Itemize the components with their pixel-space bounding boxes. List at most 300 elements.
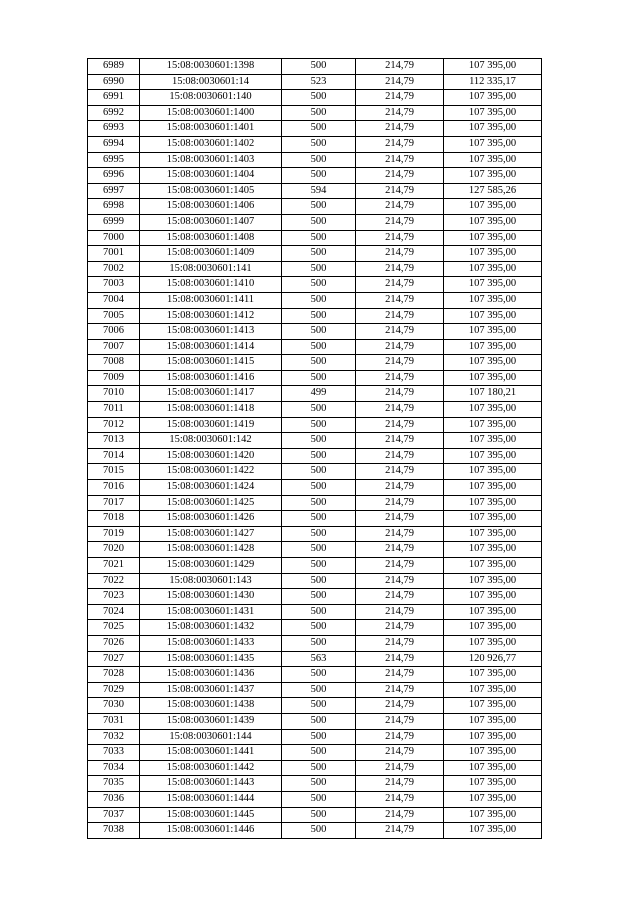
value-cell: 107 395,00 xyxy=(444,682,542,698)
rate-cell: 214,79 xyxy=(356,448,444,464)
table-row xyxy=(88,573,542,589)
rate-cell: 214,79 xyxy=(356,745,444,761)
area-cell: 500 xyxy=(282,604,356,620)
area-cell: 500 xyxy=(282,370,356,386)
row-number-cell: 7003 xyxy=(88,277,140,293)
rate-cell: 214,79 xyxy=(356,90,444,106)
table-row xyxy=(88,74,542,90)
table-row xyxy=(88,199,542,215)
cadastral-number-cell: 15:08:0030601:1424 xyxy=(140,480,282,496)
rate-cell: 214,79 xyxy=(356,776,444,792)
cadastral-number-cell: 15:08:0030601:144 xyxy=(140,729,282,745)
row-number-cell: 7010 xyxy=(88,386,140,402)
value-cell: 107 395,00 xyxy=(444,339,542,355)
value-cell: 107 395,00 xyxy=(444,90,542,106)
table-row xyxy=(88,448,542,464)
row-number-cell: 7026 xyxy=(88,635,140,651)
cadastral-number-cell: 15:08:0030601:1413 xyxy=(140,324,282,340)
table-row xyxy=(88,370,542,386)
table-row xyxy=(88,152,542,168)
table-row xyxy=(88,214,542,230)
table-row xyxy=(88,386,542,402)
table-row xyxy=(88,308,542,324)
rate-cell: 214,79 xyxy=(356,511,444,527)
value-cell: 107 395,00 xyxy=(444,823,542,839)
rate-cell: 214,79 xyxy=(356,573,444,589)
area-cell: 500 xyxy=(282,417,356,433)
cadastral-number-cell: 15:08:0030601:1427 xyxy=(140,526,282,542)
area-cell: 500 xyxy=(282,480,356,496)
table-row xyxy=(88,105,542,121)
row-number-cell: 7034 xyxy=(88,760,140,776)
area-cell: 563 xyxy=(282,651,356,667)
value-cell: 107 395,00 xyxy=(444,729,542,745)
value-cell: 107 395,00 xyxy=(444,620,542,636)
rate-cell: 214,79 xyxy=(356,121,444,137)
area-cell: 500 xyxy=(282,433,356,449)
cadastral-number-cell: 15:08:0030601:1401 xyxy=(140,121,282,137)
rate-cell: 214,79 xyxy=(356,604,444,620)
cadastral-number-cell: 15:08:0030601:14 xyxy=(140,74,282,90)
cadastral-number-cell: 15:08:0030601:1422 xyxy=(140,464,282,480)
area-cell: 500 xyxy=(282,324,356,340)
row-number-cell: 7016 xyxy=(88,480,140,496)
cadastral-number-cell: 15:08:0030601:141 xyxy=(140,261,282,277)
table-row xyxy=(88,558,542,574)
row-number-cell: 6990 xyxy=(88,74,140,90)
area-cell: 500 xyxy=(282,199,356,215)
value-cell: 107 395,00 xyxy=(444,59,542,75)
cadastral-number-cell: 15:08:0030601:142 xyxy=(140,433,282,449)
value-cell: 107 395,00 xyxy=(444,760,542,776)
rate-cell: 214,79 xyxy=(356,386,444,402)
rate-cell: 214,79 xyxy=(356,183,444,199)
value-cell: 107 395,00 xyxy=(444,246,542,262)
area-cell: 500 xyxy=(282,667,356,683)
cadastral-number-cell: 15:08:0030601:1409 xyxy=(140,246,282,262)
table-row xyxy=(88,635,542,651)
row-number-cell: 7038 xyxy=(88,823,140,839)
area-cell: 500 xyxy=(282,59,356,75)
rate-cell: 214,79 xyxy=(356,105,444,121)
rate-cell: 214,79 xyxy=(356,713,444,729)
table-row xyxy=(88,698,542,714)
table-row xyxy=(88,59,542,75)
area-cell: 500 xyxy=(282,402,356,418)
rate-cell: 214,79 xyxy=(356,791,444,807)
row-number-cell: 7017 xyxy=(88,495,140,511)
rate-cell: 214,79 xyxy=(356,199,444,215)
cadastral-number-cell: 15:08:0030601:1403 xyxy=(140,152,282,168)
value-cell: 107 395,00 xyxy=(444,261,542,277)
area-cell: 500 xyxy=(282,823,356,839)
area-cell: 500 xyxy=(282,339,356,355)
rate-cell: 214,79 xyxy=(356,214,444,230)
table-row xyxy=(88,355,542,371)
cadastral-number-cell: 15:08:0030601:1404 xyxy=(140,168,282,184)
cadastral-number-cell: 15:08:0030601:1411 xyxy=(140,292,282,308)
value-cell: 107 395,00 xyxy=(444,370,542,386)
table-row xyxy=(88,620,542,636)
value-cell: 107 395,00 xyxy=(444,511,542,527)
cadastral-number-cell: 15:08:0030601:1435 xyxy=(140,651,282,667)
rate-cell: 214,79 xyxy=(356,667,444,683)
area-cell: 500 xyxy=(282,277,356,293)
table-row xyxy=(88,807,542,823)
row-number-cell: 6998 xyxy=(88,199,140,215)
rate-cell: 214,79 xyxy=(356,651,444,667)
rate-cell: 214,79 xyxy=(356,370,444,386)
table-row xyxy=(88,823,542,839)
area-cell: 500 xyxy=(282,511,356,527)
cadastral-number-cell: 15:08:0030601:1412 xyxy=(140,308,282,324)
area-cell: 500 xyxy=(282,152,356,168)
area-cell: 500 xyxy=(282,791,356,807)
value-cell: 107 395,00 xyxy=(444,308,542,324)
rate-cell: 214,79 xyxy=(356,480,444,496)
table-row xyxy=(88,526,542,542)
value-cell: 107 395,00 xyxy=(444,635,542,651)
cadastral-number-cell: 15:08:0030601:1437 xyxy=(140,682,282,698)
area-cell: 500 xyxy=(282,308,356,324)
rate-cell: 214,79 xyxy=(356,526,444,542)
value-cell: 107 395,00 xyxy=(444,402,542,418)
cadastral-number-cell: 15:08:0030601:1417 xyxy=(140,386,282,402)
value-cell: 107 395,00 xyxy=(444,558,542,574)
area-cell: 523 xyxy=(282,74,356,90)
rate-cell: 214,79 xyxy=(356,558,444,574)
row-number-cell: 6992 xyxy=(88,105,140,121)
table-row xyxy=(88,277,542,293)
area-cell: 500 xyxy=(282,589,356,605)
area-cell: 500 xyxy=(282,558,356,574)
value-cell: 107 395,00 xyxy=(444,589,542,605)
value-cell: 107 395,00 xyxy=(444,776,542,792)
rate-cell: 214,79 xyxy=(356,136,444,152)
rate-cell: 214,79 xyxy=(356,246,444,262)
table-row xyxy=(88,417,542,433)
value-cell: 107 395,00 xyxy=(444,199,542,215)
value-cell: 107 395,00 xyxy=(444,230,542,246)
table-row xyxy=(88,402,542,418)
cadastral-number-cell: 15:08:0030601:140 xyxy=(140,90,282,106)
rate-cell: 214,79 xyxy=(356,417,444,433)
area-cell: 500 xyxy=(282,136,356,152)
table-row xyxy=(88,90,542,106)
cadastral-number-cell: 15:08:0030601:1436 xyxy=(140,667,282,683)
table-row xyxy=(88,168,542,184)
cadastral-number-cell: 15:08:0030601:1416 xyxy=(140,370,282,386)
cadastral-number-cell: 15:08:0030601:1420 xyxy=(140,448,282,464)
table-row xyxy=(88,464,542,480)
row-number-cell: 7005 xyxy=(88,308,140,324)
value-cell: 107 395,00 xyxy=(444,292,542,308)
value-cell: 107 395,00 xyxy=(444,791,542,807)
rate-cell: 214,79 xyxy=(356,760,444,776)
cadastral-number-cell: 15:08:0030601:1426 xyxy=(140,511,282,527)
row-number-cell: 7006 xyxy=(88,324,140,340)
rate-cell: 214,79 xyxy=(356,74,444,90)
table-row xyxy=(88,339,542,355)
cadastral-number-cell: 15:08:0030601:1400 xyxy=(140,105,282,121)
row-number-cell: 7019 xyxy=(88,526,140,542)
cadastral-number-cell: 15:08:0030601:1405 xyxy=(140,183,282,199)
row-number-cell: 7024 xyxy=(88,604,140,620)
rate-cell: 214,79 xyxy=(356,292,444,308)
cadastral-number-cell: 15:08:0030601:1441 xyxy=(140,745,282,761)
row-number-cell: 6989 xyxy=(88,59,140,75)
row-number-cell: 7011 xyxy=(88,402,140,418)
value-cell: 107 395,00 xyxy=(444,807,542,823)
row-number-cell: 7035 xyxy=(88,776,140,792)
area-cell: 500 xyxy=(282,713,356,729)
row-number-cell: 7009 xyxy=(88,370,140,386)
row-number-cell: 6995 xyxy=(88,152,140,168)
area-cell: 500 xyxy=(282,214,356,230)
row-number-cell: 7002 xyxy=(88,261,140,277)
row-number-cell: 6993 xyxy=(88,121,140,137)
cadastral-number-cell: 15:08:0030601:1429 xyxy=(140,558,282,574)
cadastral-number-cell: 15:08:0030601:1410 xyxy=(140,277,282,293)
row-number-cell: 7020 xyxy=(88,542,140,558)
area-cell: 500 xyxy=(282,448,356,464)
row-number-cell: 7032 xyxy=(88,729,140,745)
row-number-cell: 7028 xyxy=(88,667,140,683)
value-cell: 107 395,00 xyxy=(444,105,542,121)
cadastral-number-cell: 15:08:0030601:1408 xyxy=(140,230,282,246)
table-row xyxy=(88,433,542,449)
value-cell: 107 180,21 xyxy=(444,386,542,402)
row-number-cell: 7013 xyxy=(88,433,140,449)
rate-cell: 214,79 xyxy=(356,729,444,745)
cadastral-number-cell: 15:08:0030601:1439 xyxy=(140,713,282,729)
row-number-cell: 6991 xyxy=(88,90,140,106)
value-cell: 112 335,17 xyxy=(444,74,542,90)
area-cell: 500 xyxy=(282,261,356,277)
row-number-cell: 7021 xyxy=(88,558,140,574)
area-cell: 500 xyxy=(282,729,356,745)
value-cell: 107 395,00 xyxy=(444,152,542,168)
rate-cell: 214,79 xyxy=(356,324,444,340)
cadastral-number-cell: 15:08:0030601:1430 xyxy=(140,589,282,605)
rate-cell: 214,79 xyxy=(356,152,444,168)
area-cell: 500 xyxy=(282,168,356,184)
row-number-cell: 7025 xyxy=(88,620,140,636)
rate-cell: 214,79 xyxy=(356,635,444,651)
table-row xyxy=(88,136,542,152)
area-cell: 500 xyxy=(282,121,356,137)
cadastral-number-cell: 15:08:0030601:1443 xyxy=(140,776,282,792)
value-cell: 107 395,00 xyxy=(444,464,542,480)
value-cell: 107 395,00 xyxy=(444,573,542,589)
table-row xyxy=(88,542,542,558)
value-cell: 107 395,00 xyxy=(444,121,542,137)
table-row xyxy=(88,261,542,277)
table-row xyxy=(88,246,542,262)
rate-cell: 214,79 xyxy=(356,682,444,698)
table-row xyxy=(88,713,542,729)
value-cell: 107 395,00 xyxy=(444,542,542,558)
area-cell: 500 xyxy=(282,542,356,558)
rate-cell: 214,79 xyxy=(356,277,444,293)
value-cell: 107 395,00 xyxy=(444,480,542,496)
area-cell: 500 xyxy=(282,682,356,698)
rate-cell: 214,79 xyxy=(356,308,444,324)
area-cell: 500 xyxy=(282,246,356,262)
land-plot-table xyxy=(87,58,542,839)
table-row xyxy=(88,667,542,683)
value-cell: 107 395,00 xyxy=(444,136,542,152)
value-cell: 107 395,00 xyxy=(444,168,542,184)
rate-cell: 214,79 xyxy=(356,355,444,371)
row-number-cell: 7001 xyxy=(88,246,140,262)
table-row xyxy=(88,776,542,792)
rate-cell: 214,79 xyxy=(356,620,444,636)
row-number-cell: 7018 xyxy=(88,511,140,527)
rate-cell: 214,79 xyxy=(356,230,444,246)
rate-cell: 214,79 xyxy=(356,261,444,277)
area-cell: 500 xyxy=(282,495,356,511)
table-row xyxy=(88,760,542,776)
table-row xyxy=(88,480,542,496)
value-cell: 107 395,00 xyxy=(444,698,542,714)
area-cell: 500 xyxy=(282,620,356,636)
rate-cell: 214,79 xyxy=(356,402,444,418)
rate-cell: 214,79 xyxy=(356,168,444,184)
cadastral-number-cell: 15:08:0030601:1445 xyxy=(140,807,282,823)
rate-cell: 214,79 xyxy=(356,698,444,714)
table-row xyxy=(88,604,542,620)
row-number-cell: 7012 xyxy=(88,417,140,433)
row-number-cell: 6997 xyxy=(88,183,140,199)
rate-cell: 214,79 xyxy=(356,807,444,823)
area-cell: 500 xyxy=(282,292,356,308)
table-row xyxy=(88,121,542,137)
rate-cell: 214,79 xyxy=(356,823,444,839)
cadastral-number-cell: 15:08:0030601:1419 xyxy=(140,417,282,433)
value-cell: 107 395,00 xyxy=(444,526,542,542)
area-cell: 500 xyxy=(282,635,356,651)
value-cell: 107 395,00 xyxy=(444,713,542,729)
table-body xyxy=(88,59,542,839)
cadastral-number-cell: 15:08:0030601:1433 xyxy=(140,635,282,651)
row-number-cell: 7031 xyxy=(88,713,140,729)
row-number-cell: 7027 xyxy=(88,651,140,667)
row-number-cell: 6996 xyxy=(88,168,140,184)
table-row xyxy=(88,230,542,246)
table-row xyxy=(88,729,542,745)
cadastral-number-cell: 15:08:0030601:1432 xyxy=(140,620,282,636)
row-number-cell: 7037 xyxy=(88,807,140,823)
cadastral-number-cell: 15:08:0030601:1398 xyxy=(140,59,282,75)
value-cell: 107 395,00 xyxy=(444,417,542,433)
cadastral-number-cell: 15:08:0030601:143 xyxy=(140,573,282,589)
value-cell: 127 585,26 xyxy=(444,183,542,199)
area-cell: 500 xyxy=(282,807,356,823)
value-cell: 107 395,00 xyxy=(444,604,542,620)
row-number-cell: 7022 xyxy=(88,573,140,589)
area-cell: 500 xyxy=(282,105,356,121)
table-row xyxy=(88,324,542,340)
cadastral-number-cell: 15:08:0030601:1428 xyxy=(140,542,282,558)
cadastral-number-cell: 15:08:0030601:1402 xyxy=(140,136,282,152)
rate-cell: 214,79 xyxy=(356,59,444,75)
value-cell: 107 395,00 xyxy=(444,277,542,293)
cadastral-number-cell: 15:08:0030601:1414 xyxy=(140,339,282,355)
area-cell: 500 xyxy=(282,745,356,761)
value-cell: 107 395,00 xyxy=(444,433,542,449)
area-cell: 500 xyxy=(282,573,356,589)
area-cell: 500 xyxy=(282,355,356,371)
row-number-cell: 6999 xyxy=(88,214,140,230)
area-cell: 500 xyxy=(282,230,356,246)
cadastral-number-cell: 15:08:0030601:1446 xyxy=(140,823,282,839)
row-number-cell: 7007 xyxy=(88,339,140,355)
area-cell: 500 xyxy=(282,526,356,542)
row-number-cell: 7029 xyxy=(88,682,140,698)
cadastral-number-cell: 15:08:0030601:1425 xyxy=(140,495,282,511)
rate-cell: 214,79 xyxy=(356,542,444,558)
table-row xyxy=(88,589,542,605)
row-number-cell: 7008 xyxy=(88,355,140,371)
rate-cell: 214,79 xyxy=(356,495,444,511)
cadastral-number-cell: 15:08:0030601:1415 xyxy=(140,355,282,371)
rate-cell: 214,79 xyxy=(356,339,444,355)
value-cell: 107 395,00 xyxy=(444,495,542,511)
table-row xyxy=(88,651,542,667)
cadastral-number-cell: 15:08:0030601:1406 xyxy=(140,199,282,215)
row-number-cell: 7023 xyxy=(88,589,140,605)
row-number-cell: 7014 xyxy=(88,448,140,464)
row-number-cell: 7015 xyxy=(88,464,140,480)
row-number-cell: 7030 xyxy=(88,698,140,714)
area-cell: 500 xyxy=(282,698,356,714)
table-row xyxy=(88,791,542,807)
value-cell: 107 395,00 xyxy=(444,355,542,371)
table-row xyxy=(88,682,542,698)
area-cell: 500 xyxy=(282,464,356,480)
value-cell: 107 395,00 xyxy=(444,745,542,761)
row-number-cell: 7004 xyxy=(88,292,140,308)
row-number-cell: 7000 xyxy=(88,230,140,246)
value-cell: 107 395,00 xyxy=(444,324,542,340)
cadastral-number-cell: 15:08:0030601:1407 xyxy=(140,214,282,230)
area-cell: 594 xyxy=(282,183,356,199)
value-cell: 120 926,77 xyxy=(444,651,542,667)
table-row xyxy=(88,183,542,199)
table-row xyxy=(88,292,542,308)
area-cell: 500 xyxy=(282,760,356,776)
cadastral-number-cell: 15:08:0030601:1418 xyxy=(140,402,282,418)
table-row xyxy=(88,495,542,511)
value-cell: 107 395,00 xyxy=(444,448,542,464)
area-cell: 500 xyxy=(282,776,356,792)
cadastral-number-cell: 15:08:0030601:1438 xyxy=(140,698,282,714)
value-cell: 107 395,00 xyxy=(444,667,542,683)
area-cell: 500 xyxy=(282,90,356,106)
row-number-cell: 7036 xyxy=(88,791,140,807)
row-number-cell: 6994 xyxy=(88,136,140,152)
cadastral-number-cell: 15:08:0030601:1442 xyxy=(140,760,282,776)
value-cell: 107 395,00 xyxy=(444,214,542,230)
table-row xyxy=(88,511,542,527)
rate-cell: 214,79 xyxy=(356,589,444,605)
rate-cell: 214,79 xyxy=(356,464,444,480)
rate-cell: 214,79 xyxy=(356,433,444,449)
table-row xyxy=(88,745,542,761)
cadastral-number-cell: 15:08:0030601:1444 xyxy=(140,791,282,807)
row-number-cell: 7033 xyxy=(88,745,140,761)
